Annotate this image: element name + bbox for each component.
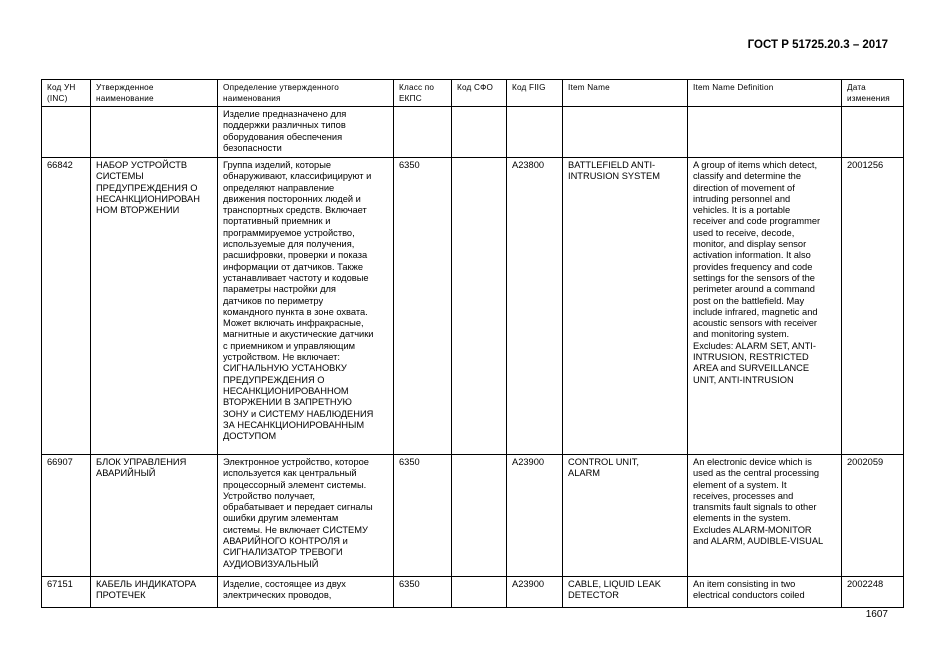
cell-definition-en [688, 107, 842, 158]
cell-fiig: A23900 [507, 455, 563, 577]
cell-name-ru [91, 107, 218, 158]
cell-date: 2001256 [842, 158, 904, 455]
column-header-fiig: Код FIIG [507, 80, 563, 107]
cell-inc: 66907 [42, 455, 91, 577]
column-header-item-name: Item Name [563, 80, 688, 107]
table-row [42, 158, 904, 455]
cell-sfo [452, 107, 507, 158]
catalog-table [41, 79, 904, 608]
table-header-row [42, 80, 904, 107]
cell-inc: 66842 [42, 158, 91, 455]
column-header-definition-ru: Определение утвержденного наименования [218, 80, 394, 107]
cell-definition-ru: Изделие предназначено для поддержки различных типов оборудования обеспечения безопасности [218, 107, 394, 158]
column-header-inc: Код УН (INC) [42, 80, 91, 107]
cell-fiig [507, 107, 563, 158]
table-row [42, 107, 904, 158]
column-header-sfo: Код СФО [452, 80, 507, 107]
cell-date: 2002248 [842, 577, 904, 608]
cell-name-ru: БЛОК УПРАВЛЕНИЯ АВАРИЙНЫЙ [91, 455, 218, 577]
cell-date [842, 107, 904, 158]
cell-definition-en: An electronic device which is used as the central processing element of a system. It receives, processes and transmits fault signals to other elements in the system. Excludes ALARM-MONITOR and ALARM, AUDIBLE-VISUAL [688, 455, 842, 577]
column-header-date: Дата изменения [842, 80, 904, 107]
cell-definition-en: An item consisting in two electrical conductors coiled [688, 577, 842, 608]
page-number: 1607 [865, 609, 888, 620]
cell-definition-ru: Электронное устройство, которое используется как центральный процессорный элемент системы. Устройство получает, обрабатывает и передает сигналы ошибки другим элементам системы. Не включает СИСТЕМУ АВАРИЙНОГО КОНТРОЛЯ и СИГНАЛИЗАТОР ТРЕВОГИ АУДИОВИЗУАЛЬНЫЙ [218, 455, 394, 577]
cell-class: 6350 [394, 577, 452, 608]
table-row [42, 455, 904, 577]
cell-item-name: CABLE, LIQUID LEAK DETECTOR [563, 577, 688, 608]
cell-item-name: CONTROL UNIT, ALARM [563, 455, 688, 577]
cell-fiig: A23800 [507, 158, 563, 455]
cell-name-ru: НАБОР УСТРОЙСТВ СИСТЕМЫ ПРЕДУПРЕЖДЕНИЯ О НЕСАНКЦИОНИРОВАН НОМ ВТОРЖЕНИИ [91, 158, 218, 455]
cell-inc: 67151 [42, 577, 91, 608]
table-row [42, 577, 904, 608]
cell-class: 6350 [394, 158, 452, 455]
cell-class [394, 107, 452, 158]
cell-sfo [452, 158, 507, 455]
cell-date: 2002059 [842, 455, 904, 577]
column-header-class: Класс по ЕКПС [394, 80, 452, 107]
cell-definition-ru: Группа изделий, которые обнаруживают, классифицируют и определяют направление движения посторонних людей и транспортных средств. Включает портативный приемник и программируемое устройство, используемые для получения, расшифровки, проверки и показа информации от датчиков. Также устанавливает частоту и кодовые параметры настройки для датчиков по периметру командного пункта в зоне охвата. Может включать инфракрасные, магнитные и акустические датчики с приемником и управляющим устройством. Не включает: СИГНАЛЬНУЮ УСТАНОВКУ ПРЕДУПРЕЖДЕНИЯ О НЕСАНКЦИОНИРОВАННОМ ВТОРЖЕНИИ В ЗАПРЕТНУЮ ЗОНУ и СИСТЕМУ НАБЛЮДЕНИЯ ЗА НЕСАНКЦИОНИРОВАННЫМ ДОСТУПОМ [218, 158, 394, 455]
document-title: ГОСТ Р 51725.20.3 – 2017 [747, 39, 888, 51]
cell-sfo [452, 577, 507, 608]
cell-inc [42, 107, 91, 158]
column-header-definition-en: Item Name Definition [688, 80, 842, 107]
cell-fiig: A23900 [507, 577, 563, 608]
cell-definition-ru: Изделие, состоящее из двух электрических проводов, [218, 577, 394, 608]
column-header-name-ru: Утвержденное наименование [91, 80, 218, 107]
cell-item-name: BATTLEFIELD ANTI- INTRUSION SYSTEM [563, 158, 688, 455]
cell-class: 6350 [394, 455, 452, 577]
cell-definition-en: A group of items which detect, classify and determine the direction of movement of intruding personnel and vehicles. It is a portable receiver and code programmer used to receive, decode, monitor, and display sensor activation information. It also provides frequency and code settings for the sensors of the perimeter around a command post on the battlefield. May include infrared, magnetic and acoustic sensors with receiver and monitoring system. Excludes: ALARM SET, ANTI- INTRUSION, RESTRICTED AREA and SURVEILLANCE UNIT, ANTI-INTRUSION [688, 158, 842, 455]
cell-name-ru: КАБЕЛЬ ИНДИКАТОРА ПРОТЕЧЕК [91, 577, 218, 608]
cell-sfo [452, 455, 507, 577]
cell-item-name [563, 107, 688, 158]
